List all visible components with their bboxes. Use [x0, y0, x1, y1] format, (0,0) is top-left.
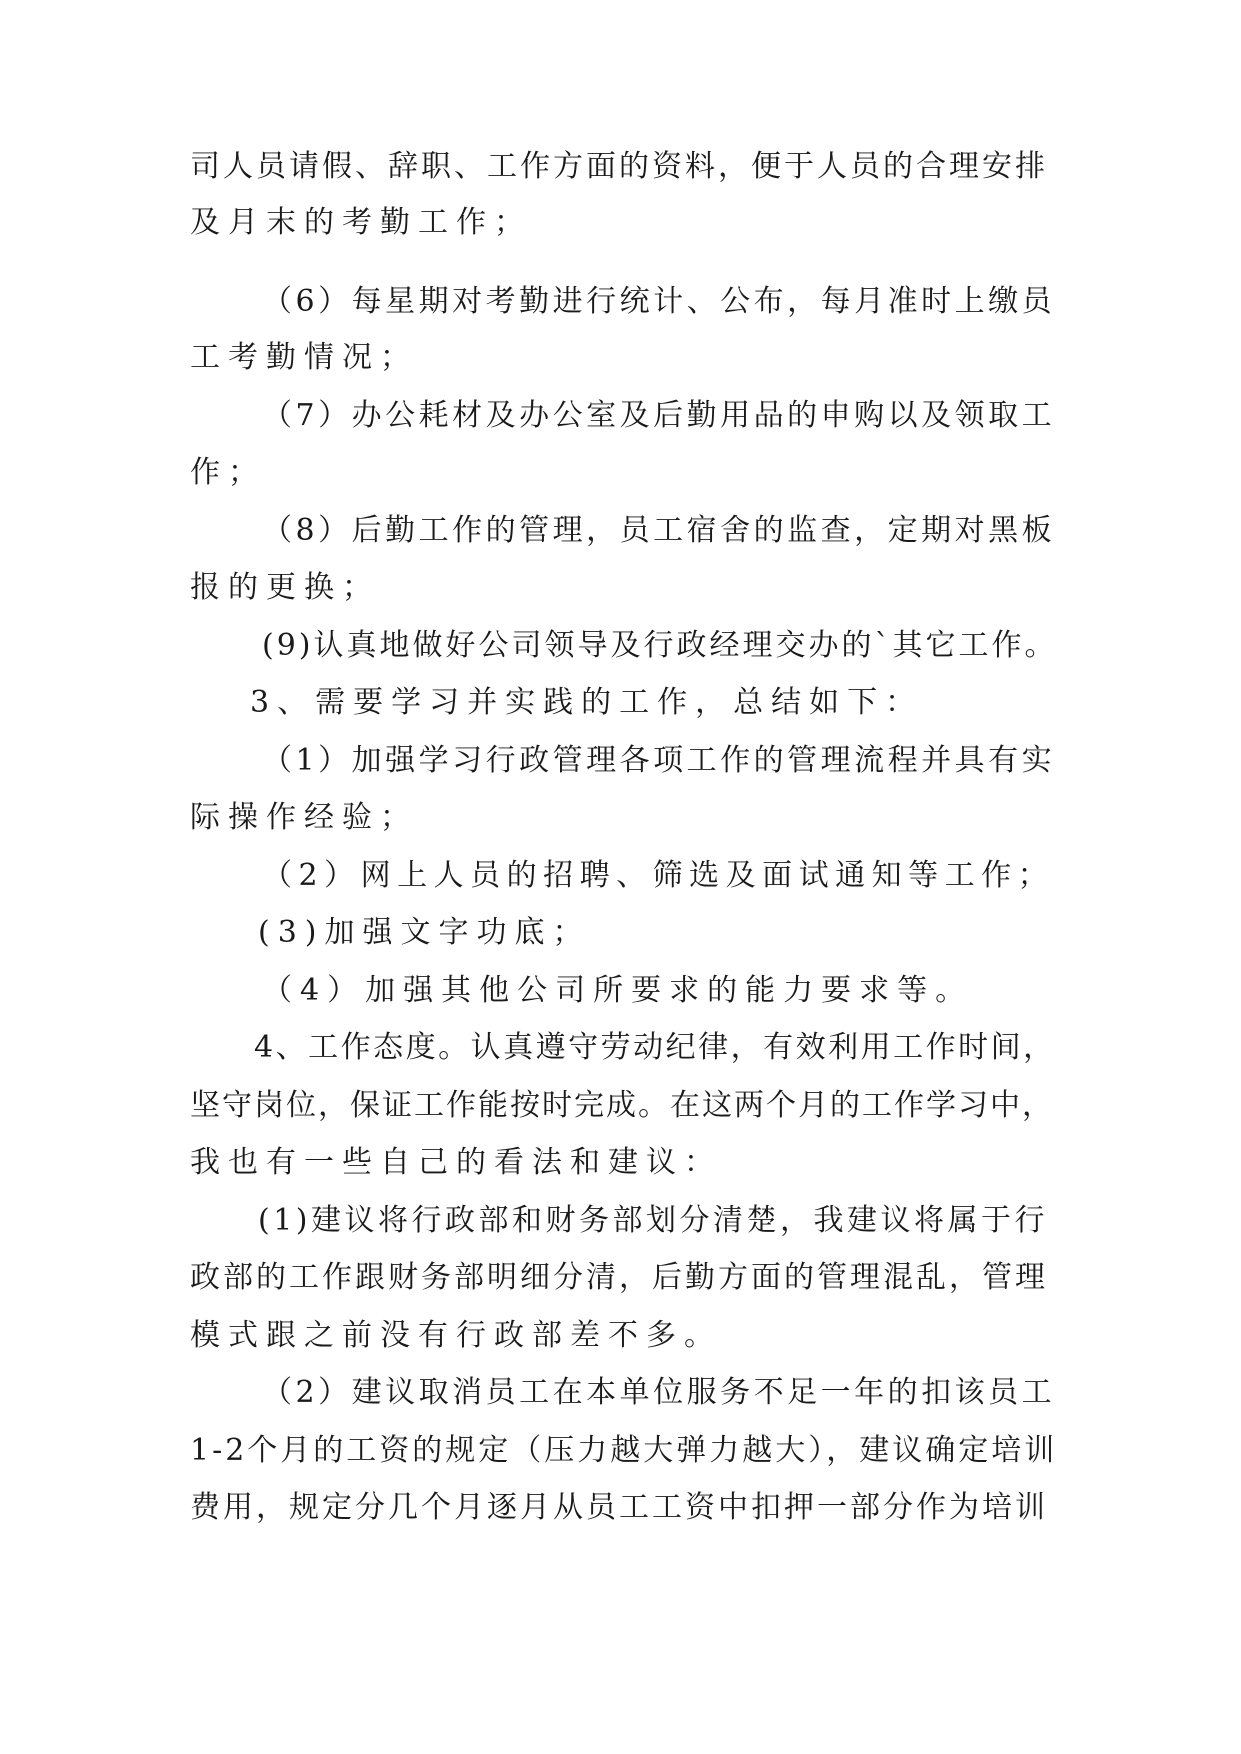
text-line: (1)建议将行政部和财务部划分清楚，我建议将属于行	[258, 1203, 1048, 1238]
text-line: 4、工作态度。认真遵守劳动纪律，有效利用工作时间，	[254, 1030, 1056, 1065]
text-line: （6）每星期对考勤进行统计、公布，每月准时上缴员	[262, 284, 1056, 319]
text-line: 作；	[190, 455, 266, 490]
text-line: （2）网上人员的招聘、筛选及面试通知等工作；	[262, 858, 1055, 893]
text-line: 司人员请假、辞职、工作方面的资料，便于人员的合理安排	[190, 149, 1048, 184]
text-line: 费用，规定分几个月逐月从员工工资中扣押一部分作为培训	[190, 1490, 1048, 1525]
text-line: 报的更换；	[190, 570, 380, 605]
text-line: (9)认真地做好公司领导及行政经理交办的`其它工作。	[262, 628, 1058, 663]
text-line: （4）加强其他公司所要求的能力要求等。	[262, 973, 974, 1008]
text-line: （2）建议取消员工在本单位服务不足一年的扣该员工	[262, 1375, 1056, 1410]
text-line: 我也有一些自己的看法和建议：	[190, 1145, 722, 1180]
text-line: 3、需要学习并实践的工作，总结如下：	[250, 685, 924, 720]
text-line: (3)加强文字功底；	[258, 915, 591, 950]
text-line: （7）办公耗材及办公室及后勤用品的申购以及领取工	[262, 398, 1056, 433]
text-line: 坚守岗位，保证工作能按时完成。在这两个月的工作学习中，	[190, 1088, 1054, 1123]
text-line: 工考勤情况；	[190, 340, 418, 375]
text-line: 际操作经验；	[190, 800, 418, 835]
text-line: （1）加强学习行政管理各项工作的管理流程并具有实	[262, 743, 1056, 778]
text-line: 政部的工作跟财务部明细分清，后勤方面的管理混乱，管理	[190, 1260, 1048, 1295]
text-line: 1-2个月的工资的规定（压力越大弹力越大），建议确定培训	[190, 1433, 1058, 1468]
text-line: 及月末的考勤工作；	[190, 205, 532, 240]
text-line: （8）后勤工作的管理，员工宿舍的监查，定期对黑板	[262, 513, 1056, 548]
text-line: 模式跟之前没有行政部差不多。	[190, 1318, 722, 1353]
